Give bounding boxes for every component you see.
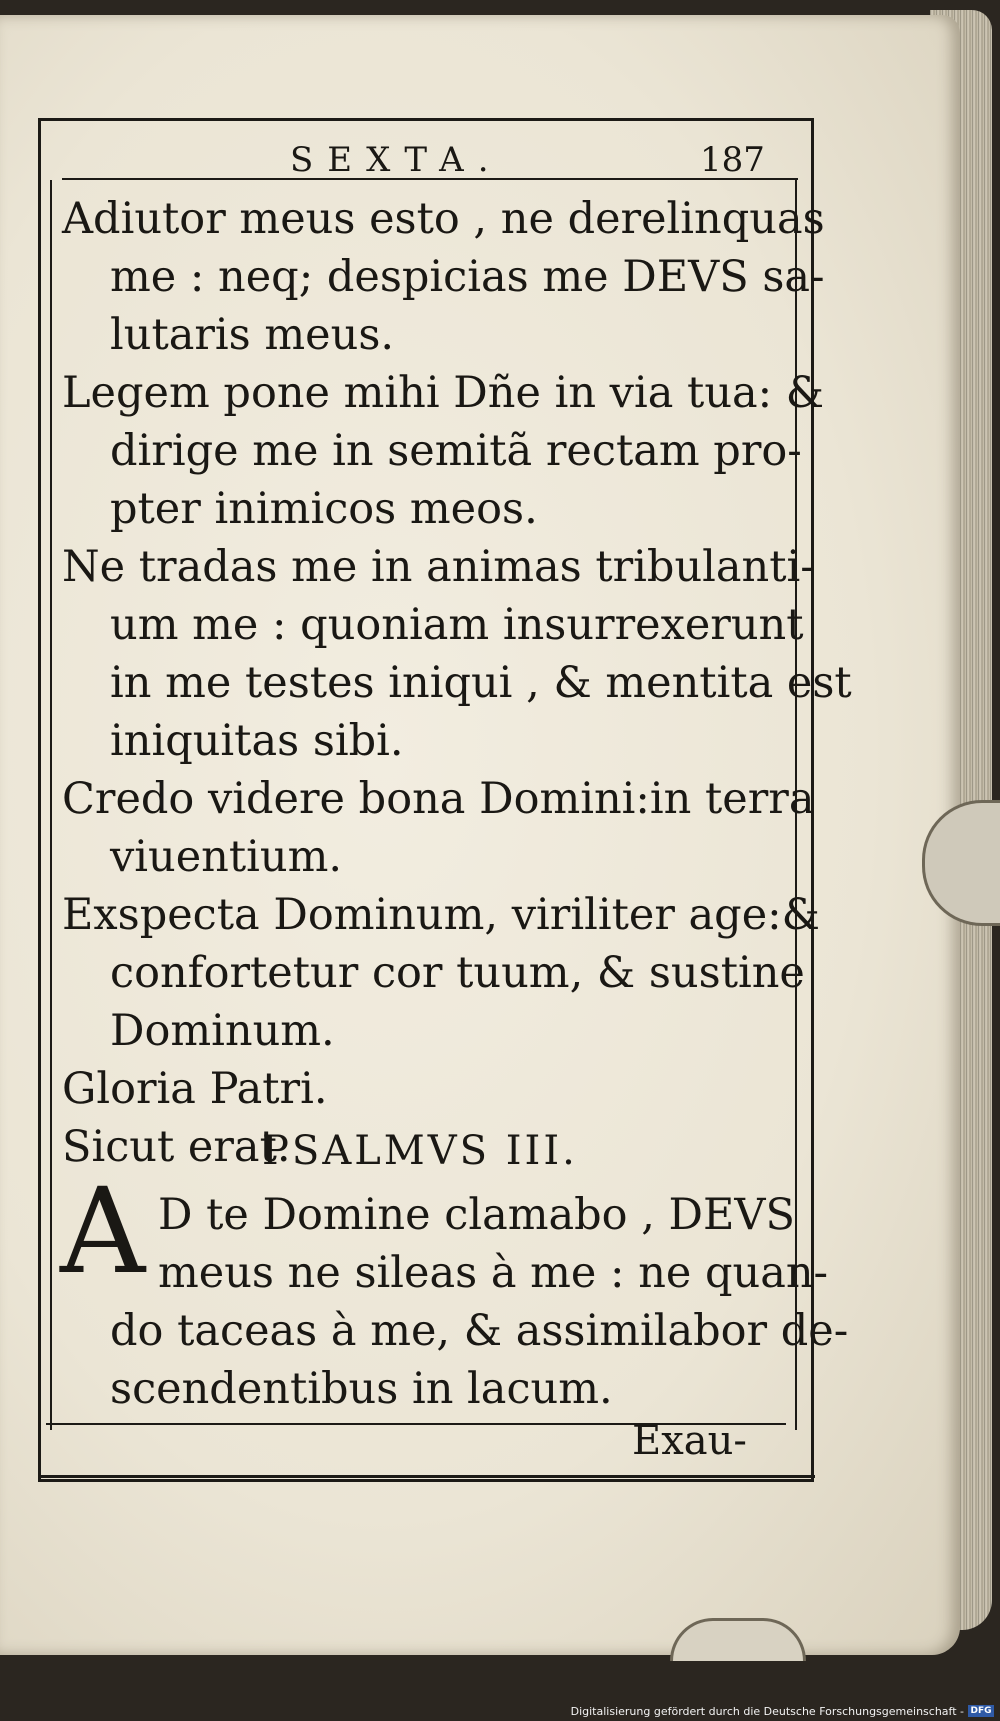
text-line: confortetur cor tuum, & sustine [110,948,805,998]
text-line: Legem pone mihi Dñe in via tua: & [62,368,825,418]
dfg-logo: DFG [968,1705,994,1717]
text-line: in me testes iniqui , & mentita est [110,658,852,708]
text-line: Exspecta Dominum, viriliter age:& [62,890,820,940]
drop-cap: A [60,1162,146,1300]
footer-credit: Digitalisierung gefördert durch die Deutsche Forschungsgemeinschaft - [570,1705,964,1718]
text-line: iniquitas sibi. [110,716,404,766]
text-line: Ne tradas me in animas tribulanti- [62,542,815,592]
text-line: Sicut erat. [62,1122,291,1172]
text-line: um me : quoniam insurrexerunt [110,600,804,650]
running-title: SEXTA. [290,140,503,180]
text-line: viuentium. [110,832,343,882]
text-line: dirige me in semitã rectam pro- [110,426,802,476]
text-line: Gloria Patri. [62,1064,328,1114]
foot-rule [40,1475,815,1478]
page-number: 187 [700,140,765,180]
text-line: D te Domine clamabo , DEVS [158,1190,795,1240]
text-line: pter inimicos meos. [110,484,538,534]
body-text [62,190,852,1176]
text-line: me : neq; despicias me DEVS sa- [110,252,825,302]
text-line: Adiutor meus esto , ne derelinquas [62,194,825,244]
clasp-bottom [670,1618,806,1661]
text-line: meus ne sileas à me : ne quan- [158,1248,829,1298]
text-line: do taceas à me, & assimilabor de- [110,1306,849,1356]
text-line: lutaris meus. [110,310,395,360]
psalm-heading: PSALMVS III. [262,1128,578,1174]
psalm-text [62,1186,849,1418]
text-line: Dominum. [110,1006,335,1056]
text-line: Credo videre bona Domini:in terra [62,774,815,824]
text-line: scendentibus in lacum. [110,1364,613,1414]
catchword: Exau- [632,1418,747,1464]
